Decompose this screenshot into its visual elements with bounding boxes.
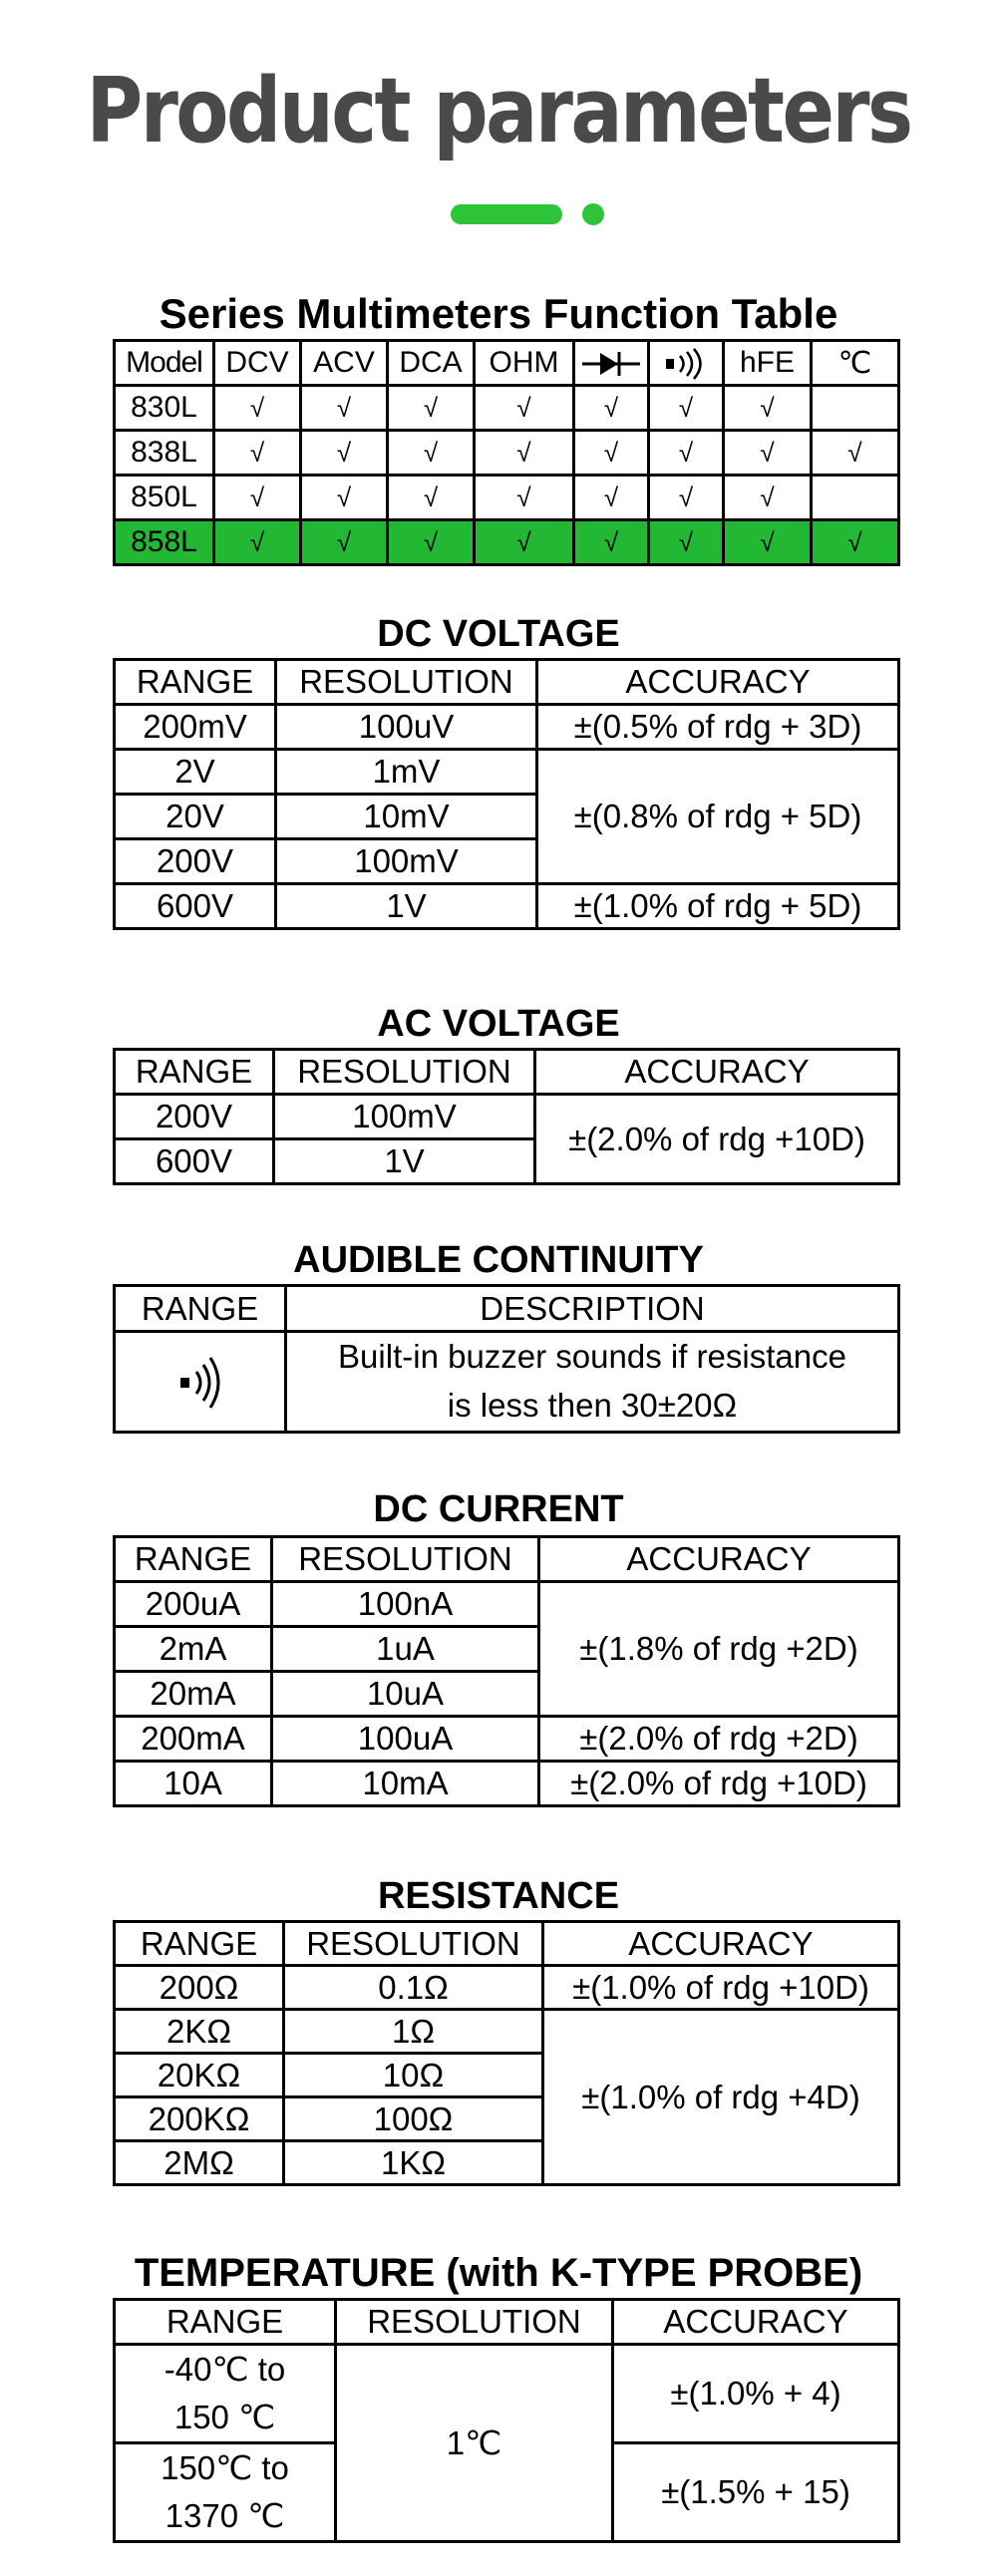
header-resolution: RESOLUTION <box>336 2300 613 2345</box>
check-cell: √ <box>574 476 649 520</box>
check-cell: √ <box>301 386 388 431</box>
table-header <box>115 660 899 705</box>
check-cell: √ <box>214 476 301 520</box>
range-cell: 10A <box>115 1762 272 1806</box>
check-cell: √ <box>649 431 724 476</box>
resolution-cell: 1mV <box>276 750 537 795</box>
range-line: 150℃ to <box>161 2449 289 2486</box>
header-range: RANGE <box>115 1922 284 1966</box>
ac-voltage-title: AC VOLTAGE <box>377 1003 620 1045</box>
check-cell: √ <box>388 431 475 476</box>
check-cell: √ <box>475 520 574 565</box>
check-cell: √ <box>388 476 475 520</box>
accent-dot <box>582 203 604 225</box>
check-cell: √ <box>214 520 301 565</box>
check-cell: √ <box>301 476 388 520</box>
table-row <box>115 1762 899 1806</box>
resolution-cell: 1℃ <box>336 2345 613 2542</box>
model-cell: 858L <box>115 520 214 565</box>
accuracy-cell: ±(2.0% of rdg +2D) <box>539 1717 899 1762</box>
resistance-title: RESISTANCE <box>377 1875 620 1917</box>
range-cell: 200V <box>115 839 276 884</box>
resolution-cell: 10uA <box>272 1672 539 1717</box>
check-cell: √ <box>812 431 899 476</box>
resolution-cell: 10mA <box>272 1762 539 1806</box>
resolution-cell: 100nA <box>272 1582 539 1627</box>
range-cell: 200uA <box>115 1582 272 1627</box>
check-cell: √ <box>574 520 649 565</box>
resolution-cell: 100uV <box>276 705 537 750</box>
dc-voltage-title: DC VOLTAGE <box>377 613 620 655</box>
range-cell: 200KΩ <box>115 2097 284 2141</box>
header-range: RANGE <box>115 2300 336 2345</box>
accuracy-cell: ±(0.8% of rdg + 5D) <box>537 750 899 884</box>
dc-current-title: DC CURRENT <box>373 1488 624 1530</box>
check-cell: √ <box>724 386 812 431</box>
header-accuracy: ACCURACY <box>543 1922 899 1966</box>
check-cell: √ <box>475 386 574 431</box>
accuracy-cell: ±(1.5% + 15) <box>613 2443 899 2542</box>
audible-continuity-title: AUDIBLE CONTINUITY <box>293 1239 704 1281</box>
range-line: 150 ℃ <box>173 2399 276 2435</box>
check-cell: √ <box>724 520 812 565</box>
model-cell: 830L <box>115 386 214 431</box>
check-cell <box>812 476 899 520</box>
accuracy-cell: ±(0.5% of rdg + 3D) <box>537 705 899 750</box>
check-cell: √ <box>475 431 574 476</box>
header-model: Model <box>115 341 214 386</box>
table-header <box>115 1286 899 1332</box>
accent-bar <box>451 204 562 224</box>
range-cell: 200Ω <box>115 1966 284 2010</box>
ac-voltage-table <box>113 1048 900 1185</box>
check-cell: √ <box>574 386 649 431</box>
table-row <box>115 1095 899 1139</box>
resistance-table <box>113 1920 900 2186</box>
header-dca: DCA <box>388 341 475 386</box>
check-cell: √ <box>649 476 724 520</box>
resolution-cell: 100mV <box>274 1095 535 1139</box>
table-row <box>115 884 899 929</box>
header-dcv: DCV <box>214 341 301 386</box>
model-cell: 850L <box>115 476 214 520</box>
table-header <box>115 1050 899 1095</box>
function-table-header <box>115 341 899 386</box>
range-cell: 20KΩ <box>115 2054 284 2097</box>
table-header <box>115 2300 899 2345</box>
accuracy-cell: ±(1.8% of rdg +2D) <box>539 1582 899 1717</box>
dc-current-table <box>113 1535 900 1807</box>
table-header <box>115 1922 899 1966</box>
header-acv: ACV <box>301 341 388 386</box>
check-cell: √ <box>475 476 574 520</box>
accuracy-cell: ±(1.0% of rdg +4D) <box>543 2010 899 2185</box>
check-cell: √ <box>724 431 812 476</box>
function-table-title: Series Multimeters Function Table <box>159 290 838 337</box>
header-resolution: RESOLUTION <box>276 660 537 705</box>
range-cell: 20V <box>115 795 276 839</box>
check-cell: √ <box>649 386 724 431</box>
buzzer-icon <box>662 348 710 380</box>
range-cell: 600V <box>115 884 276 929</box>
header-range: RANGE <box>115 1286 286 1332</box>
model-cell: 838L <box>115 431 214 476</box>
table-row <box>115 750 899 795</box>
accuracy-cell: ±(1.0% of rdg +10D) <box>543 1966 899 2010</box>
table-header <box>115 1537 899 1582</box>
check-cell: √ <box>649 520 724 565</box>
check-cell: √ <box>388 520 475 565</box>
range-cell <box>115 2443 336 2542</box>
header-accuracy: ACCURACY <box>537 660 899 705</box>
range-cell: 200mV <box>115 705 276 750</box>
check-cell: √ <box>724 476 812 520</box>
table-row <box>115 2010 899 2054</box>
buzzer-icon <box>174 1354 226 1412</box>
range-cell <box>115 2345 336 2443</box>
resolution-cell: 0.1Ω <box>284 1966 543 2010</box>
table-row <box>115 1582 899 1627</box>
table-row <box>115 1966 899 2010</box>
resolution-cell: 1uA <box>272 1627 539 1672</box>
audible-continuity-table <box>113 1284 900 1434</box>
table-row <box>115 1332 899 1433</box>
accuracy-cell: ±(1.0% of rdg + 5D) <box>537 884 899 929</box>
header-resolution: RESOLUTION <box>284 1922 543 1966</box>
function-table <box>113 339 900 566</box>
range-cell: 600V <box>115 1139 274 1184</box>
accuracy-cell: ±(2.0% of rdg +10D) <box>539 1762 899 1806</box>
resolution-cell: 1V <box>274 1139 535 1184</box>
header-resolution: RESOLUTION <box>272 1537 539 1582</box>
header-ohm: OHM <box>475 341 574 386</box>
resolution-cell: 100uA <box>272 1717 539 1762</box>
page-title: Product parameters <box>86 59 911 163</box>
dc-voltage-table <box>113 658 900 930</box>
resolution-cell: 10Ω <box>284 2054 543 2097</box>
check-cell <box>812 386 899 431</box>
range-cell: 200mA <box>115 1717 272 1762</box>
range-line: -40℃ to <box>164 2351 286 2388</box>
header-description: DESCRIPTION <box>286 1286 899 1332</box>
check-cell: √ <box>301 431 388 476</box>
header-accuracy: ACCURACY <box>613 2300 899 2345</box>
table-row <box>115 1717 899 1762</box>
range-line: 1370 ℃ <box>165 2497 285 2534</box>
temperature-title: TEMPERATURE (with K-TYPE PROBE) <box>134 2251 863 2295</box>
check-cell: √ <box>812 520 899 565</box>
header-hfe: hFE <box>724 341 812 386</box>
table-row <box>115 476 899 520</box>
range-cell: 2V <box>115 750 276 795</box>
range-cell: 2MΩ <box>115 2141 284 2185</box>
range-cell: 200V <box>115 1095 274 1139</box>
header-accuracy: ACCURACY <box>535 1050 899 1095</box>
header-accuracy: ACCURACY <box>539 1537 899 1582</box>
resolution-cell: 1V <box>276 884 537 929</box>
table-row <box>115 705 899 750</box>
temperature-table <box>113 2298 900 2543</box>
header-range: RANGE <box>115 660 276 705</box>
resolution-cell: 10mV <box>276 795 537 839</box>
table-row <box>115 431 899 476</box>
check-cell: √ <box>214 431 301 476</box>
accuracy-cell: ±(1.0% + 4) <box>613 2345 899 2443</box>
description-cell <box>286 1332 899 1433</box>
table-row <box>115 386 899 431</box>
header-temp: ℃ <box>812 341 899 386</box>
resolution-cell: 100Ω <box>284 2097 543 2141</box>
header-range: RANGE <box>115 1537 272 1582</box>
check-cell: √ <box>301 520 388 565</box>
table-row-highlighted <box>115 520 899 565</box>
range-cell: 2KΩ <box>115 2010 284 2054</box>
diode-icon <box>580 349 642 379</box>
check-cell: √ <box>214 386 301 431</box>
resolution-cell: 100mV <box>276 839 537 884</box>
check-cell: √ <box>388 386 475 431</box>
resolution-cell: 1Ω <box>284 2010 543 2054</box>
resolution-cell: 1KΩ <box>284 2141 543 2185</box>
header-resolution: RESOLUTION <box>274 1050 535 1095</box>
description-line-2: is less then 30±20Ω <box>447 1387 738 1424</box>
check-cell: √ <box>574 431 649 476</box>
table-row <box>115 2345 899 2443</box>
accuracy-cell: ±(2.0% of rdg +10D) <box>535 1095 899 1184</box>
header-range: RANGE <box>115 1050 274 1095</box>
description-line-1: Built-in buzzer sounds if resistance <box>338 1338 846 1375</box>
range-cell: 20mA <box>115 1672 272 1717</box>
range-cell: 2mA <box>115 1627 272 1672</box>
